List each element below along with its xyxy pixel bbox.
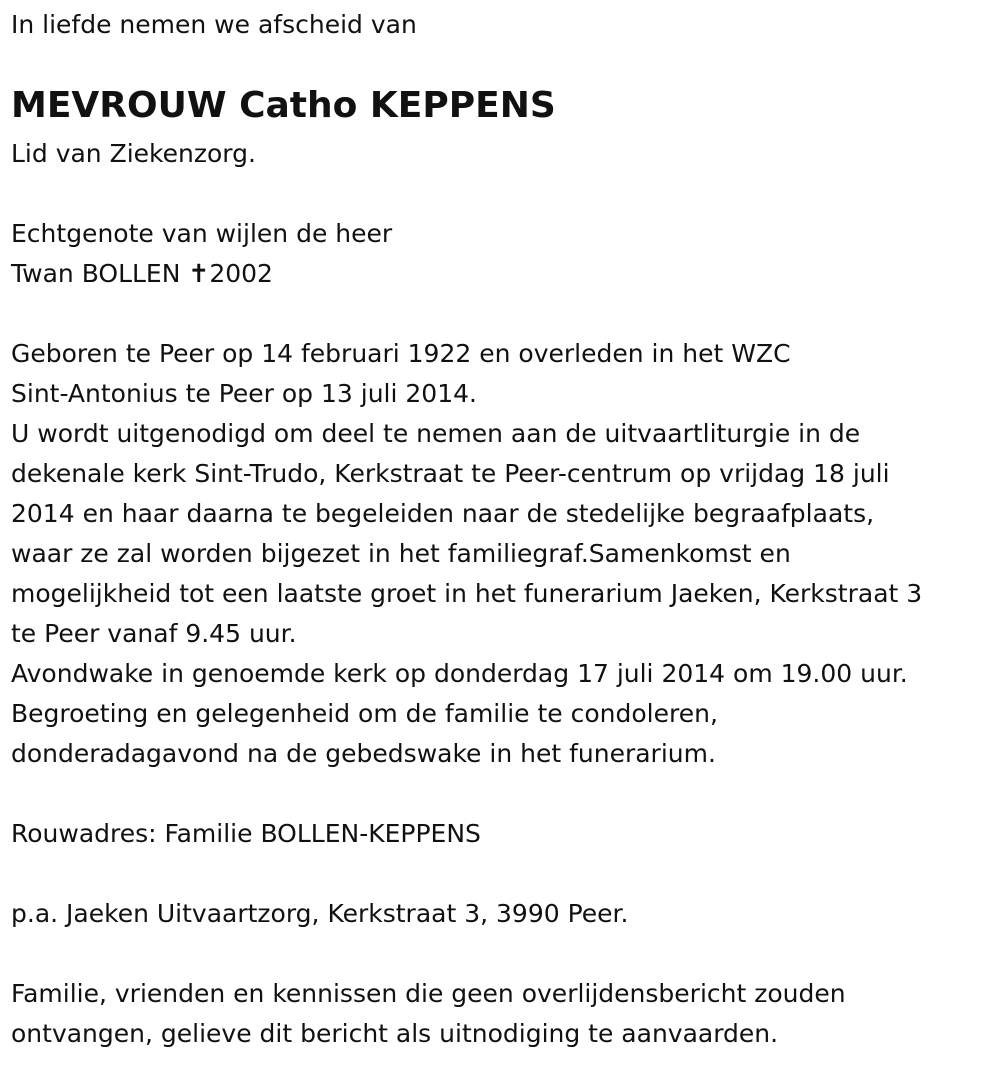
body-line: Geboren te Peer op 14 februari 1922 en overleden in het WZC xyxy=(11,339,791,368)
body-line: mogelijkheid tot een laatste groet in het funerarium Jaeken, Kerkstraat 3 xyxy=(11,579,923,608)
body-line: U wordt uitgenodigd om deel te nemen aan de uitvaartliturgie in de xyxy=(11,419,861,448)
spouse-intro: Echtgenote van wijlen de heer xyxy=(11,219,393,248)
closing-line: ontvangen, gelieve dit bericht als uitnodiging te aanvaarden. xyxy=(11,1019,779,1048)
intro-text: In liefde nemen we afscheid van xyxy=(11,10,417,39)
spouse-name: Twan BOLLEN xyxy=(11,259,181,288)
body-line: te Peer vanaf 9.45 uur. xyxy=(11,619,297,648)
body-line: dekenale kerk Sint-Trudo, Kerkstraat te Peer-centrum op vrijdag 18 juli xyxy=(11,459,890,488)
deceased-name: MEVROUW Catho KEPPENS xyxy=(11,85,556,126)
closing-line: Familie, vrienden en kennissen die geen overlijdensbericht zouden xyxy=(11,979,846,1008)
body-line: donderadagavond na de gebedswake in het funerarium. xyxy=(11,739,716,768)
body-line: Sint-Antonius te Peer op 13 juli 2014. xyxy=(11,379,477,408)
body-line: 2014 en haar daarna te begeleiden naar de stedelijke begraafplaats, xyxy=(11,499,875,528)
spouse-death-year: 2002 xyxy=(209,259,273,288)
body-line: Begroeting en gelegenheid om de familie te condoleren, xyxy=(11,699,718,728)
spouse-line xyxy=(11,254,273,294)
mourning-address: Rouwadres: Familie BOLLEN-KEPPENS xyxy=(11,819,481,848)
care-of-address: p.a. Jaeken Uitvaartzorg, Kerkstraat 3, 3990 Peer. xyxy=(11,899,629,928)
body-line: Avondwake in genoemde kerk op donderdag 17 juli 2014 om 19.00 uur. xyxy=(11,659,908,688)
membership-text: Lid van Ziekenzorg. xyxy=(11,139,256,168)
body-line: waar ze zal worden bijgezet in het familiegraf.Samenkomst en xyxy=(11,539,791,568)
cross-icon: ✝ xyxy=(188,259,210,288)
